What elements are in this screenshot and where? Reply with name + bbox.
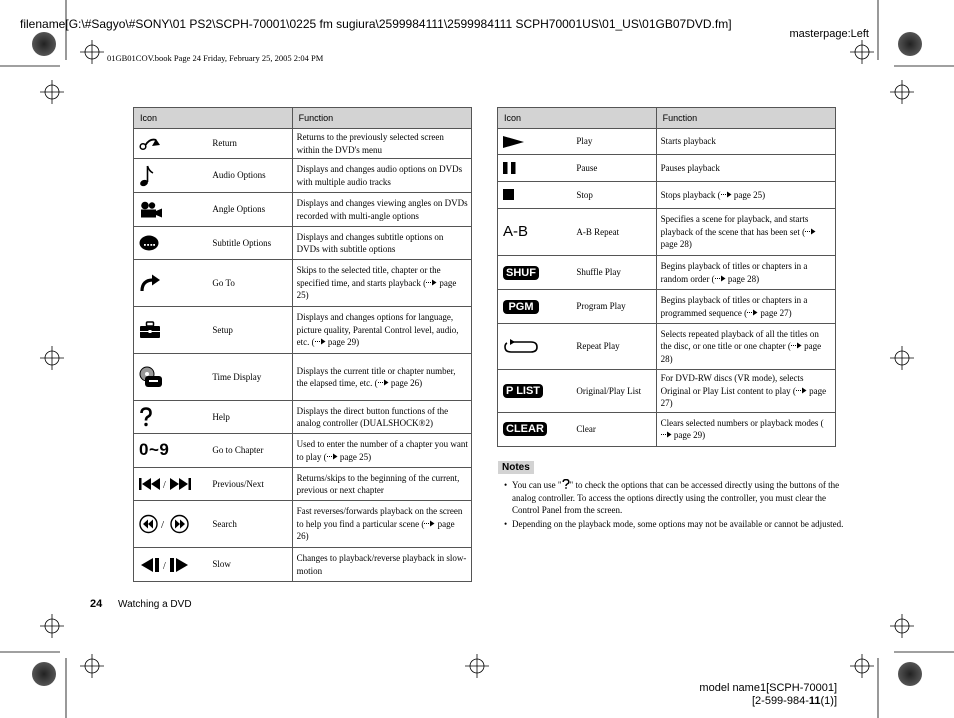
icon-name: A-B Repeat: [574, 209, 656, 256]
icon-name: Help: [210, 401, 292, 434]
table-row: [134, 227, 472, 260]
icon-function: Pauses playback: [656, 155, 835, 182]
model-line-2: [2-599-984-11(1)]: [751, 695, 837, 707]
cross-reference-icon: [721, 190, 732, 200]
table-row: [134, 307, 472, 354]
icon-name: Subtitle Options: [210, 227, 292, 260]
playlist-icon: P LIST: [503, 384, 543, 398]
icon-function: Starts playback: [656, 129, 835, 155]
book-info: 01GB01COV.book Page 24 Friday, February 25, 2005 2:04 PM: [107, 53, 324, 63]
shuffle-icon: SHUF: [503, 266, 539, 280]
table-row: [498, 155, 836, 182]
icon-name: Pause: [574, 155, 656, 182]
icon-name: Search: [210, 501, 292, 548]
icon-function: Specifies a scene for playback, and starts playback of the scene that has been set ( page 28): [656, 209, 835, 256]
time-display-icon: [139, 366, 163, 388]
icon-function: Displays the direct button functions of the analog controller (DUALSHOCK®2): [292, 401, 471, 434]
icon-function: Displays and changes viewing angles on DVDs recorded with multi-angle options: [292, 193, 471, 227]
slow-icon: [139, 557, 193, 573]
cross-reference-icon: [327, 452, 338, 462]
clear-icon: CLEAR: [503, 422, 547, 436]
icon-function: Used to enter the number of a chapter you want to play ( page 25): [292, 434, 471, 468]
return-icon: [139, 137, 161, 151]
icon-function: Changes to playback/reverse playback in slow-motion: [292, 548, 471, 582]
page-number: 24: [90, 598, 103, 610]
toolbox-icon: [139, 321, 161, 339]
icon-function: Displays and changes options for language, picture quality, Parental Control level, audio, etc. ( page 29): [292, 307, 471, 354]
ab-repeat-icon: A-B: [503, 222, 529, 240]
prev-next-icon: [139, 477, 193, 491]
icon-name: Previous/Next: [210, 468, 292, 501]
col-header-icon: Icon: [134, 108, 293, 129]
icon-function: Returns/skips to the beginning of the current, previous or next chapter: [292, 468, 471, 501]
table-row: [134, 548, 472, 582]
note-text: " to check the options that can be accessed directly using the buttons of the analog controller. To access the options directly using the controller, you must clear the Control Panel from the screen.: [512, 480, 840, 515]
notes-heading: Notes: [498, 461, 534, 474]
table-row: [498, 256, 836, 290]
icon-name: Play: [574, 129, 656, 155]
note-text: You can use ": [512, 480, 562, 490]
cross-reference-icon: [747, 308, 758, 318]
notes-list: [498, 479, 845, 531]
icon-name: Shuffle Play: [574, 256, 656, 290]
icon-function: Fast reverses/forwards playback on the screen to help you find a particular scene ( page 26): [292, 501, 471, 548]
repeat-icon: [503, 339, 539, 355]
icon-name: Go To: [210, 260, 292, 307]
model-info: [699, 682, 837, 708]
icon-name: Angle Options: [210, 193, 292, 227]
svg-text:/: /: [161, 519, 165, 531]
table-row: [134, 434, 472, 468]
music-note-icon: [139, 164, 155, 188]
play-icon: [503, 136, 525, 148]
filename-header: filename[G:\#Sagyo\#SONY\01 PS2\SCPH-70001\0225 fm sugiura\2599984111\2599984111 SCPH70001US\01_US\01GB07DVD.fm]: [20, 17, 732, 31]
icon-function: Displays and changes subtitle options on DVDs with subtitle options: [292, 227, 471, 260]
cross-reference-icon: [791, 341, 802, 351]
table-row: [498, 209, 836, 256]
page-reference: page 28): [727, 273, 760, 284]
cross-reference-icon: [805, 227, 816, 237]
table-row: [134, 354, 472, 401]
stop-icon: [503, 189, 515, 201]
note-item: [505, 479, 845, 517]
program-icon: PGM: [503, 300, 539, 314]
icon-name: Slow: [210, 548, 292, 582]
table-row: [134, 501, 472, 548]
col-header-function: Function: [292, 108, 471, 129]
svg-text:/: /: [163, 480, 166, 491]
pause-icon: [503, 162, 517, 174]
icon-name: Clear: [574, 412, 656, 446]
question-icon: [139, 407, 153, 427]
table-row: [134, 260, 472, 307]
table-row: [134, 193, 472, 227]
page-reference: page 27): [760, 307, 792, 318]
page-reference: page 29): [673, 430, 706, 440]
table-row: [498, 129, 836, 155]
icon-name: Audio Options: [210, 159, 292, 193]
cross-reference-icon: [796, 386, 807, 396]
icon-function: Begins playback of titles or chapters in a programmed sequence ( page 27): [656, 290, 835, 324]
table-row: [498, 182, 836, 209]
icon-table-right: [497, 107, 836, 447]
question-icon: [562, 480, 570, 490]
table-row: [134, 129, 472, 159]
camera-icon: [139, 201, 163, 219]
page-reference: page 29): [327, 337, 360, 348]
icon-function: Returns to the previously selected screen within the DVD's menu: [292, 129, 471, 159]
page-reference: page 28): [660, 239, 692, 250]
section-title: Watching a DVD: [118, 599, 192, 610]
icon-function: Displays the current title or chapter number, the elapsed time, etc. ( page 26): [292, 354, 471, 401]
icon-name: Time Display: [210, 354, 292, 401]
table-row: [134, 159, 472, 193]
cross-reference-icon: [378, 378, 389, 388]
cross-reference-icon: [424, 519, 435, 529]
cross-reference-icon: [715, 274, 726, 284]
icon-function: Displays and changes audio options on DVDs with multiple audio tracks: [292, 159, 471, 193]
icon-function: For DVD-RW discs (VR mode), selects Original or Play List content to play ( page 27): [656, 370, 835, 413]
icon-name: Program Play: [574, 290, 656, 324]
table-row: [498, 412, 836, 446]
icon-function: Skips to the selected title, chapter or the specified time, and starts playback ( page 25): [292, 260, 471, 307]
icon-name: Stop: [574, 182, 656, 209]
note-item: • Depending on the playback mode, some options may not be available or cannot be adjusted.: [505, 518, 845, 531]
icon-function: Begins playback of titles or chapters in a random order ( page 28): [656, 256, 835, 290]
goto-arrow-icon: [139, 274, 161, 292]
masterpage-label: masterpage:Left: [789, 28, 869, 40]
col-header-icon: Icon: [498, 108, 657, 129]
page-reference: page 28): [660, 341, 822, 364]
icon-name: Repeat Play: [574, 324, 656, 370]
icon-function: Stops playback ( page 25): [656, 182, 835, 209]
icon-name: Original/Play List: [574, 370, 656, 413]
digits-icon: 0~9: [139, 440, 170, 460]
icon-table-left: [133, 107, 472, 582]
search-icon: [139, 514, 191, 534]
icon-function: Selects repeated playback of all the titles on the disc, or one title or one chapter ( page 28): [656, 324, 835, 370]
page-reference: page 27): [660, 385, 827, 408]
svg-text:/: /: [163, 560, 166, 572]
icon-name: Setup: [210, 307, 292, 354]
cross-reference-icon: [661, 430, 672, 440]
page-reference: page 25): [339, 451, 372, 462]
col-header-function: Function: [656, 108, 835, 129]
cross-reference-icon: [315, 337, 326, 347]
model-line-1: model name1[SCPH-70001]: [699, 682, 837, 694]
page-reference: page 25): [296, 277, 457, 301]
table-row: [498, 370, 836, 413]
table-row: [498, 324, 836, 370]
table-row: [134, 468, 472, 501]
page-reference: page 25): [733, 189, 766, 200]
icon-function: Clears selected numbers or playback modes ( page 29): [656, 412, 835, 446]
subtitle-icon: [139, 235, 159, 251]
page-reference: page 26): [390, 378, 423, 388]
icon-name: Return: [210, 129, 292, 159]
table-row: [134, 401, 472, 434]
page-reference: page 26): [296, 518, 455, 542]
cross-reference-icon: [426, 278, 437, 288]
table-row: [498, 290, 836, 324]
icon-name: Go to Chapter: [210, 434, 292, 468]
